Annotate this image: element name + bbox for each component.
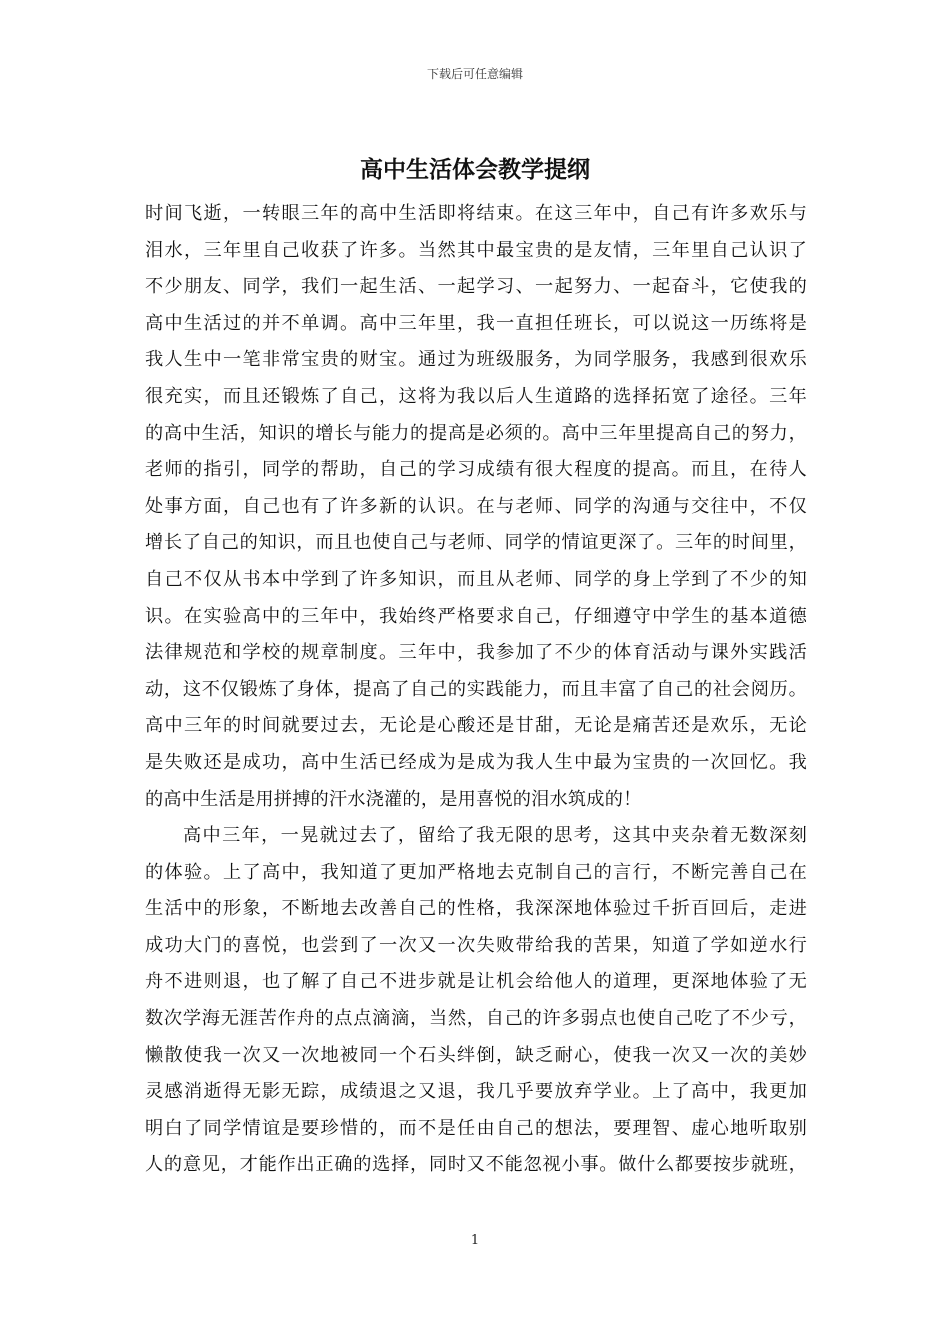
text-line: 的高中生活，知识的增长与能力的提高是必须的。高中三年里提高自己的努力， — [145, 422, 807, 444]
text-line: 高中三年的时间就要过去，无论是心酸还是甘甜，无论是痛苦还是欢乐，无论 — [145, 715, 807, 737]
body-text — [145, 196, 807, 1184]
text-line: 自己不仅从书本中学到了许多知识，而且从老师、同学的身上学到了不少的知 — [145, 568, 807, 590]
text-line: 数次学海无涯苦作舟的点点滴滴，当然，自己的许多弱点也使自己吃了不少亏， — [145, 1008, 807, 1030]
text-line: 老师的指引，同学的帮助，自己的学习成绩有很大程度的提高。而且，在待人 — [145, 459, 807, 481]
text-line: 我人生中一笔非常宝贵的财宝。通过为班级服务，为同学服务，我感到很欢乐 — [145, 349, 807, 371]
page-number: 1 — [470, 1233, 480, 1248]
text-line-indented: 高中三年，一晃就过去了，留给了我无限的思考，这其中夹杂着无数深刻 — [183, 825, 807, 847]
text-line: 生活中的形象，不断地去改善自己的性格，我深深地体验过千折百回后，走进 — [145, 898, 807, 920]
text-line: 时间飞逝，一转眼三年的高中生活即将结束。在这三年中，自己有许多欢乐与 — [145, 203, 807, 224]
text-line: 人的意见，才能作出正确的选择，同时又不能忽视小事。做什么都要按步就班， — [145, 1154, 807, 1176]
text-line: 处事方面，自己也有了许多新的认识。在与老师、同学的沟通与交往中，不仅 — [145, 495, 807, 517]
text-line: 成功大门的喜悦，也尝到了一次又一次失败带给我的苦果，知道了学如逆水行 — [145, 934, 807, 956]
text-line: 懒散使我一次又一次地被同一个石头绊倒，缺乏耐心，使我一次又一次的美妙 — [145, 1044, 807, 1066]
header-note: 下载后可任意编辑 — [426, 67, 523, 81]
text-line: 识。在实验高中的三年中，我始终严格要求自己，仔细遵守中学生的基本道德 — [145, 605, 807, 627]
text-line: 很充实，而且还锻炼了自己，这将为我以后人生道路的选择拓宽了途径。三年 — [145, 385, 807, 407]
text-line: 舟不进则退，也了解了自己不进步就是让机会给他人的道理，更深地体验了无 — [145, 971, 807, 993]
text-line: 不少朋友、同学，我们一起生活、一起学习、一起努力、一起奋斗，它使我的 — [145, 276, 807, 298]
text-line: 高中生活过的并不单调。高中三年里，我一直担任班长，可以说这一历练将是 — [145, 312, 807, 334]
text-line: 动，这不仅锻炼了身体，提高了自己的实践能力，而且丰富了自己的社会阅历。 — [145, 678, 807, 700]
document-title: 高中生活体会教学提纲 — [360, 156, 590, 183]
text-line: 灵感消逝得无影无踪，成绩退之又退，我几乎要放弃学业。上了高中，我更加 — [145, 1081, 807, 1103]
text-line: 增长了自己的知识，而且也使自己与老师、同学的情谊更深了。三年的时间里， — [145, 532, 807, 554]
text-line: 明白了同学情谊是要珍惜的，而不是任由自己的想法，要理智、虚心地听取别 — [145, 1117, 807, 1139]
text-line: 泪水，三年里自己收获了许多。当然其中最宝贵的是友情，三年里自己认识了 — [145, 239, 807, 261]
text-line: 的高中生活是用拼搏的汗水浇灌的，是用喜悦的泪水筑成的！ — [145, 788, 642, 810]
text-line: 是失败还是成功，高中生活已经成为是成为我人生中最为宝贵的一次回忆。我 — [145, 751, 807, 773]
text-line: 的体验。上了高中，我知道了更加严格地去克制自己的言行，不断完善自己在 — [145, 861, 807, 883]
text-line: 法律规范和学校的规章制度。三年中，我参加了不少的体育活动与课外实践活 — [145, 642, 807, 664]
